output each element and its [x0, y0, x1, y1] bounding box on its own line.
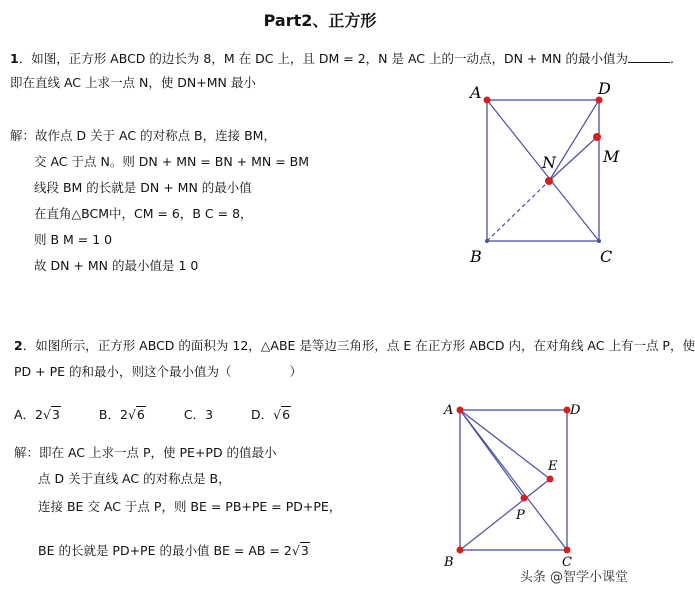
q2-option-d: D．√6: [251, 407, 291, 422]
q1-label-m: M: [603, 147, 620, 166]
q2-stem-line-2: [14, 363, 302, 381]
q1-subtask: 即在直线 AC 上求一点 N，使 DN+MN 最小: [10, 75, 256, 90]
q2-label-p: P: [516, 508, 525, 523]
q2-option-c: C．3: [183, 407, 214, 422]
q1-label-b: B: [470, 247, 482, 266]
q2-conclusion-text: BE 的长就是 PD+PE 的最小值 BE = AB = 2: [38, 543, 292, 558]
q2-solution-line-3: 连接 BE 交 AC 于点 P，则 BE = PB+PE = PD+PE，: [38, 499, 342, 514]
q1-point-m: [593, 133, 601, 141]
q2-option-a: A．2√3: [14, 407, 60, 422]
q2-label-e: E: [548, 459, 558, 474]
q2-option-b: B．2√6: [98, 407, 145, 422]
q1-label-a: A: [470, 83, 482, 102]
q2-label-d: D: [570, 403, 581, 418]
q1-label-n: N: [542, 153, 556, 172]
q2-label-a: A: [444, 403, 454, 418]
q2-point-p: [521, 495, 528, 502]
q2-point-e: [547, 476, 554, 483]
q1-stem-end: ．: [670, 51, 683, 66]
q1-label-d: D: [598, 79, 611, 98]
q2-point-a: [457, 407, 464, 414]
q1-stem-text: ．如图，正方形 ABCD 的边长为 8，M 在 DC 上，且 DM = 2，N 是 AC 上的一动点，DN + MN 的最小值为: [18, 51, 628, 66]
q1-point-c: [597, 239, 601, 243]
q2-stem-text-3: ）: [289, 364, 303, 379]
q1-figure: [460, 78, 630, 278]
q1-number: 1: [10, 51, 19, 66]
q2-conclusion: BE 的长就是 PD+PE 的最小值 BE = AB = 2√3: [38, 543, 309, 558]
q1-answer-blank: [628, 50, 670, 63]
q2-point-b: [457, 547, 464, 554]
q1-point-b: [485, 239, 489, 243]
q2-conclusion-radicand: 3: [300, 543, 309, 558]
q1-point-a: [484, 97, 491, 104]
q2-label-b: B: [444, 555, 454, 570]
q1-stem: [10, 50, 683, 68]
q1-label-c: C: [600, 247, 613, 266]
q2-options: [14, 406, 325, 424]
q2-stem-text-1: ．如图所示，正方形 ABCD 的面积为 12，△ABE 是等边三角形，点 E 在正方形 ABCD 内，在对角线 AC 上有一点 P，使: [22, 338, 695, 353]
q2-label-c: C: [562, 555, 572, 570]
q2-point-c: [564, 547, 571, 554]
watermark: 头条 @智学小课堂: [519, 570, 628, 585]
q2-solution-line-1: 解：即在 AC 上求一点 P，使 PE+PD 的值最小: [14, 445, 277, 460]
q2-stem-line-1: [14, 337, 695, 355]
q1-segment-dn: [549, 100, 599, 181]
q1-segment-bn-dashed: [487, 181, 549, 241]
q2-stem-text-2: PD + PE 的和最小，则这个最小值为（: [14, 364, 232, 379]
q2-solution-line-2: 点 D 关于直线 AC 的对称点是 B，: [38, 471, 231, 486]
q1-solution-line-6: 故 DN + MN 的最小值是 1 0: [34, 258, 199, 273]
q1-solution-line-4: 在直角△BCM中，CM = 6，B C = 8，: [34, 206, 253, 221]
q2-segment-ap: [460, 410, 524, 498]
q1-solution-line-1: 解：故作点 D 关于 AC 的对称点 B，连接 BM，: [10, 128, 276, 143]
q1-solution-line-3: 线段 BM 的长就是 DN + MN 的最小值: [34, 180, 252, 195]
q1-solution-line-2: 交 AC 于点 N。则 DN + MN = BN + MN = BM: [34, 154, 310, 169]
q2-number: 2: [14, 338, 23, 353]
q2-segment-be: [460, 479, 550, 550]
q1-segment-nm: [549, 137, 597, 181]
q1-solution-line-5: 则 B M = 1 0: [34, 232, 113, 247]
q2-figure: [438, 400, 588, 572]
q1-point-n: [545, 177, 553, 185]
page-title: Part2、正方形: [263, 11, 377, 30]
